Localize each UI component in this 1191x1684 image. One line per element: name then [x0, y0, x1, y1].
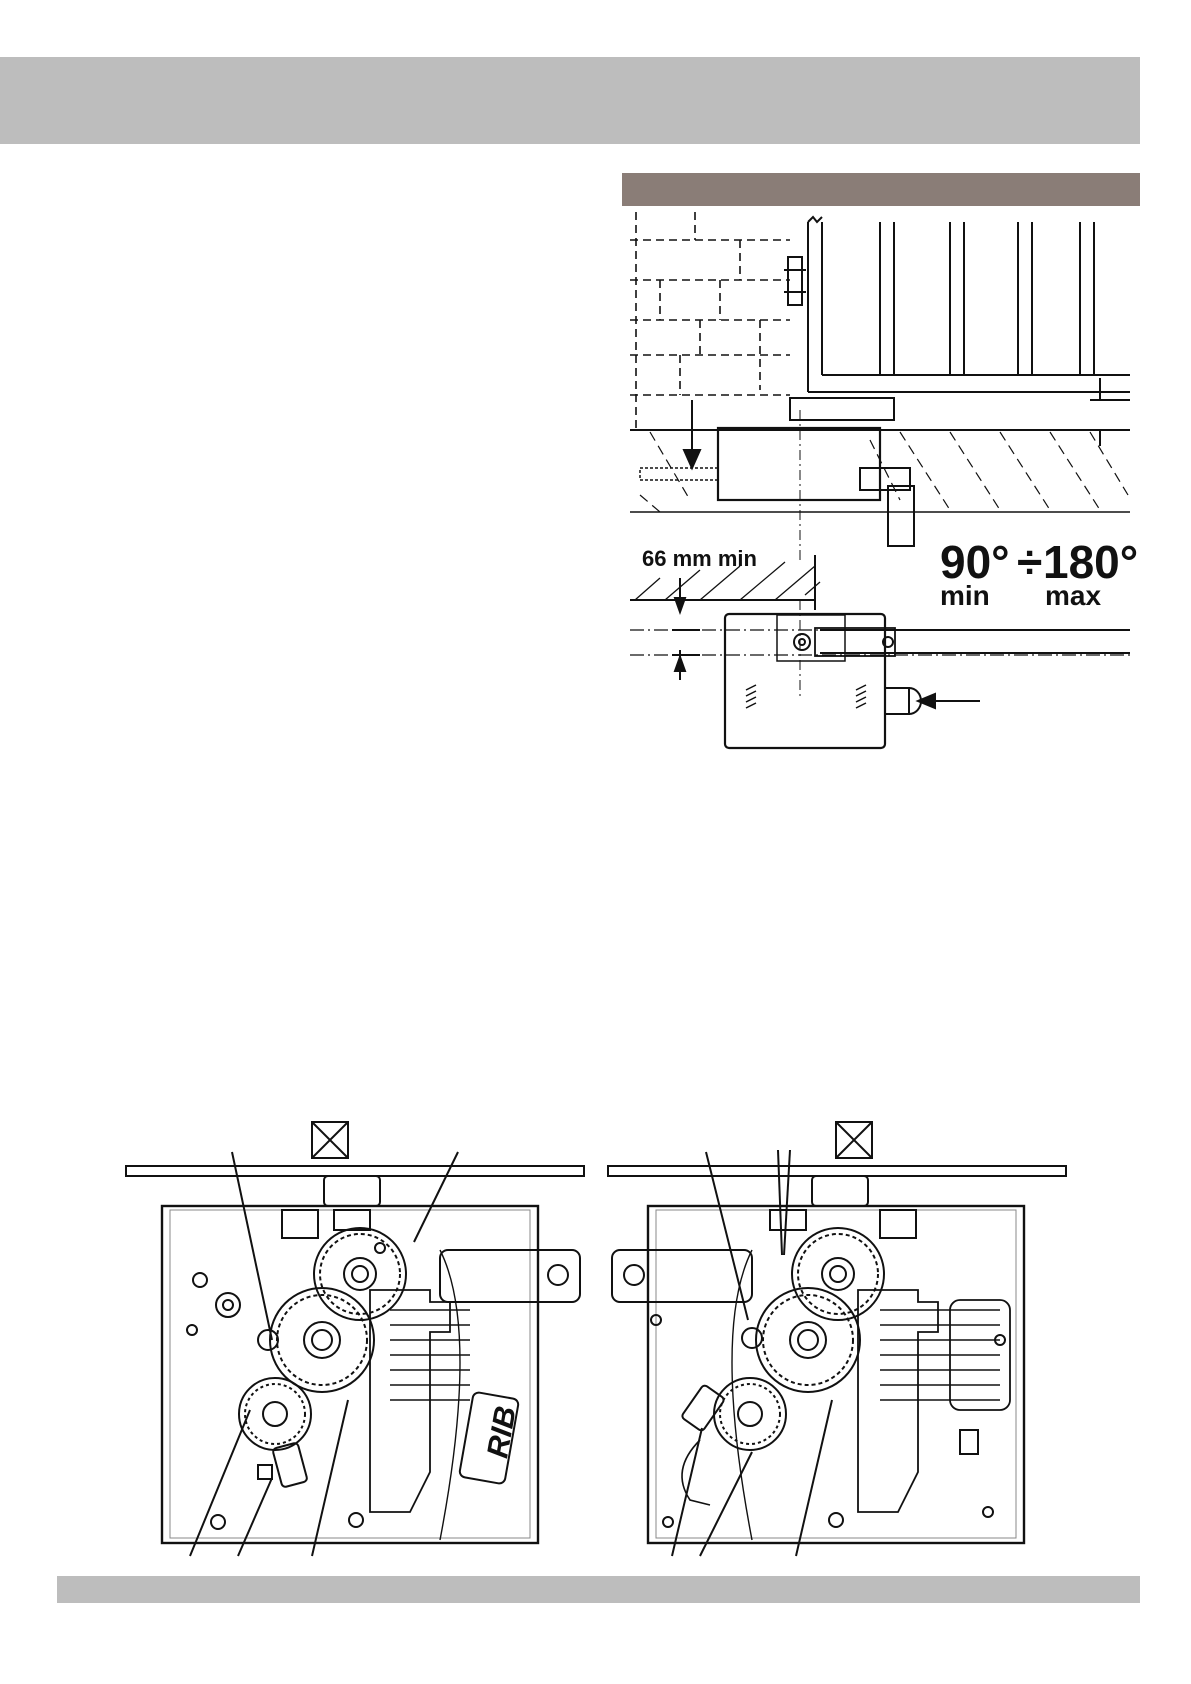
angle-separator: ÷ — [1017, 536, 1043, 588]
min-distance-label: 66 mm min — [642, 546, 757, 571]
rib-logo: RIB — [481, 1403, 523, 1461]
left-gearbox — [126, 1122, 584, 1556]
upper-gear — [314, 1228, 406, 1320]
angle-min-label: min — [940, 580, 990, 611]
angle-max-label: max — [1045, 580, 1102, 611]
angle-max-value: 180° — [1043, 536, 1139, 588]
angle-min-value: 90° — [940, 536, 1010, 588]
main-gear — [270, 1288, 374, 1392]
small-gear — [239, 1378, 311, 1450]
right-gearbox — [608, 1122, 1066, 1556]
